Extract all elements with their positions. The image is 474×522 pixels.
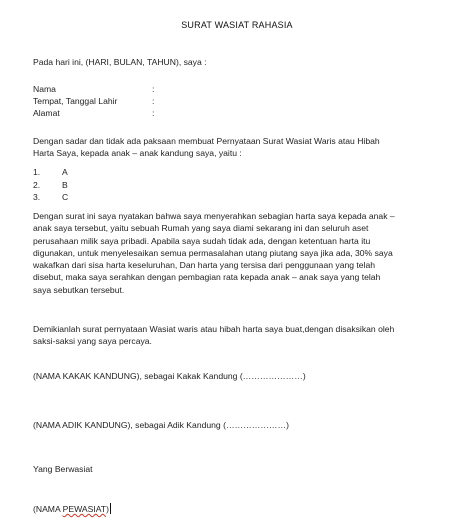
- witness-line-kakak: (NAMA KAKAK KANDUNG), sebagai Kakak Kandung (…………………): [33, 371, 306, 381]
- field-colon-alamat: :: [152, 108, 155, 118]
- child-number-2: 2.: [33, 180, 41, 190]
- field-label-alamat: Alamat: [33, 108, 60, 118]
- statement-line-2: Harta Saya, kepada anak – anak kandung saya, yaitu :: [33, 148, 242, 158]
- field-colon-nama: :: [152, 84, 155, 94]
- signatory-label: Yang Berwasiat: [33, 464, 93, 474]
- text-cursor: [110, 503, 112, 514]
- body-line-1: Dengan surat ini saya nyatakan bahwa saya menyerahkan sebagian harta saya kepada anak –: [33, 211, 395, 221]
- body-line-4: digunakan, untuk menyelesaikan semua permasalahan utang piutang saya jika ada, 30% saya: [33, 248, 393, 258]
- field-colon-ttl: :: [152, 96, 155, 106]
- intro-line: Pada hari ini, (HARI, BULAN, TAHUN), saya :: [33, 57, 207, 67]
- document-title: SURAT WASIAT RAHASIA: [181, 20, 293, 30]
- body-line-5: wakafkan dari sisa harta keseluruhan, Dan harta yang tersisa dari penggunaan yang telah: [33, 260, 376, 270]
- statement-line-1: Dengan sadar dan tidak ada paksaan membuat Pernyataan Surat Wasiat Waris atau Hibah: [33, 136, 380, 146]
- closing-line-1: Demikianlah surat pernyataan Wasiat waris atau hibah harta saya buat,dengan disaksikan oleh: [33, 324, 395, 334]
- field-label-nama: Nama: [33, 84, 56, 94]
- child-number-3: 3.: [33, 192, 41, 202]
- field-label-ttl: Tempat, Tanggal Lahir: [33, 96, 118, 106]
- closing-line-2: saksi-saksi yang saya percaya.: [33, 336, 152, 346]
- body-line-7: saya sebutkan tersebut.: [33, 285, 125, 295]
- body-line-6: disebut, maka saya serahkan dengan pembagian rata kepada anak – anak saya yang telah: [33, 272, 381, 282]
- signatory-suffix: ): [106, 504, 109, 514]
- signatory-line[interactable]: [33, 503, 111, 515]
- signatory-prefix: (NAMA: [33, 504, 63, 514]
- child-number-1: 1.: [33, 167, 41, 177]
- child-name-3: C: [62, 192, 69, 202]
- signatory-name-spellcheck: PEWASIAT: [62, 504, 107, 514]
- child-name-2: B: [62, 180, 68, 190]
- child-name-1: A: [62, 167, 68, 177]
- witness-line-adik: (NAMA ADIK KANDUNG), sebagai Adik Kandung (…………………): [33, 420, 289, 430]
- body-line-2: anak saya tersebut, yaitu sebuah Rumah yang saya diami sekarang ini dan seluruh aset: [33, 223, 369, 233]
- body-line-3: perusahaan milik saya pribadi. Apabila saya sudah tidak ada, dengan ketentuan harta itu: [33, 236, 371, 246]
